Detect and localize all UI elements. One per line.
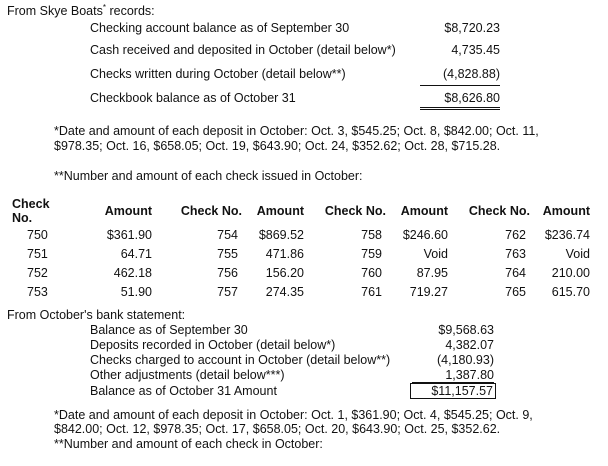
check-no: 763 — [505, 246, 526, 261]
check-amount: 156.20 — [265, 265, 304, 280]
s2-row-label: Checks charged to account in October (detail below**) — [90, 353, 391, 367]
s2-row-amount: $11,157.57 — [410, 383, 496, 399]
section1-heading: From Skye Boats* records: — [7, 2, 155, 18]
s1-row-amount: $8,626.80 — [420, 91, 500, 110]
header-amount: Amount — [104, 204, 152, 218]
check-no: 757 — [217, 284, 238, 299]
check-no: 753 — [27, 284, 48, 299]
s2-row-label: Balance as of September 30 — [90, 323, 248, 337]
check-no: 754 — [217, 227, 238, 242]
header-amount: Amount — [400, 204, 448, 218]
s1-row-label: Checking account balance as of September 30 — [90, 21, 350, 35]
check-no: 756 — [217, 265, 238, 280]
check-no: 758 — [361, 227, 382, 242]
check-amount: $869.52 — [258, 227, 304, 242]
check-no: 764 — [505, 265, 526, 280]
s2-deposit-note: *Date and amount of each deposit in October: Oct. 1, $361.90; Oct. 4, $545.25; Oct. 9, $842.00; Oct. 12, $978.35; Oct. 17, $658.05; Oct. 20, $643.90; Oct. 25, $352.62. — [54, 408, 533, 436]
check-table-header — [12, 197, 590, 225]
check-amount: 615.70 — [551, 284, 590, 299]
s1-row-label: Cash received and deposited in October (detail below*) — [90, 43, 396, 57]
check-amount: 64.71 — [120, 246, 152, 261]
check-amount: 274.35 — [265, 284, 304, 299]
header-check-no: Check No. — [12, 197, 50, 225]
check-amount: $236.74 — [544, 227, 590, 242]
header-amount: Amount — [542, 204, 590, 218]
s2-row-amount: $9,568.63 — [438, 323, 494, 337]
check-table — [12, 197, 590, 301]
s1-row-amount: $8,720.23 — [444, 21, 500, 35]
s1-check-note: **Number and amount of each check issued in October: — [54, 169, 363, 183]
s2-check-note: **Number and amount of each check in October: — [54, 437, 323, 451]
s2-row-label: Other adjustments (detail below***) — [90, 368, 285, 382]
table-row — [12, 244, 590, 263]
check-amount: 51.90 — [120, 284, 152, 299]
s2-row-amount: 4,382.07 — [445, 338, 494, 352]
s1-row-amount: (4,828.88) — [420, 67, 500, 86]
s1-row-amount: 4,735.45 — [451, 43, 500, 57]
check-no: 760 — [361, 265, 382, 280]
check-no: 761 — [361, 284, 382, 299]
check-no: 762 — [505, 227, 526, 242]
check-no: 759 — [361, 246, 382, 261]
s1-deposit-note: *Date and amount of each deposit in October: Oct. 3, $545.25; Oct. 8, $842.00; Oct. 11, $978.35; Oct. 16, $658.05; Oct. 19, $643.90; Oct. 24, $352.62; Oct. 28, $715.28. — [54, 124, 539, 153]
check-amount: Void — [565, 246, 590, 261]
check-amount: 719.27 — [409, 284, 448, 299]
check-amount: $361.90 — [106, 227, 152, 242]
header-amount: Amount — [256, 204, 304, 218]
table-row — [12, 263, 590, 282]
s2-row-label: Balance as of October 31 Amount — [90, 384, 277, 398]
s1-row-label: Checks written during October (detail below**) — [90, 67, 346, 81]
s2-row-label: Deposits recorded in October (detail below*) — [90, 338, 336, 352]
check-amount: Void — [423, 246, 448, 261]
header-check-no: Check No. — [468, 204, 530, 218]
check-amount: 87.95 — [416, 265, 448, 280]
check-no: 765 — [505, 284, 526, 299]
header-check-no: Check No. — [180, 204, 242, 218]
s2-row-amount: (4,180.93) — [437, 353, 494, 367]
s2-row-amount: 1,387.80 — [412, 368, 494, 383]
check-no: 751 — [27, 246, 48, 261]
section2-heading: From October's bank statement: — [7, 308, 186, 322]
table-row — [12, 225, 590, 244]
check-no: 755 — [217, 246, 238, 261]
check-amount: 471.86 — [265, 246, 304, 261]
check-amount: 210.00 — [551, 265, 590, 280]
table-row — [12, 282, 590, 301]
s1-row-label: Checkbook balance as of October 31 — [90, 91, 296, 105]
check-no: 750 — [27, 227, 48, 242]
header-check-no: Check No. — [324, 204, 386, 218]
check-no: 752 — [27, 265, 48, 280]
check-amount: 462.18 — [113, 265, 152, 280]
check-amount: $246.60 — [402, 227, 448, 242]
